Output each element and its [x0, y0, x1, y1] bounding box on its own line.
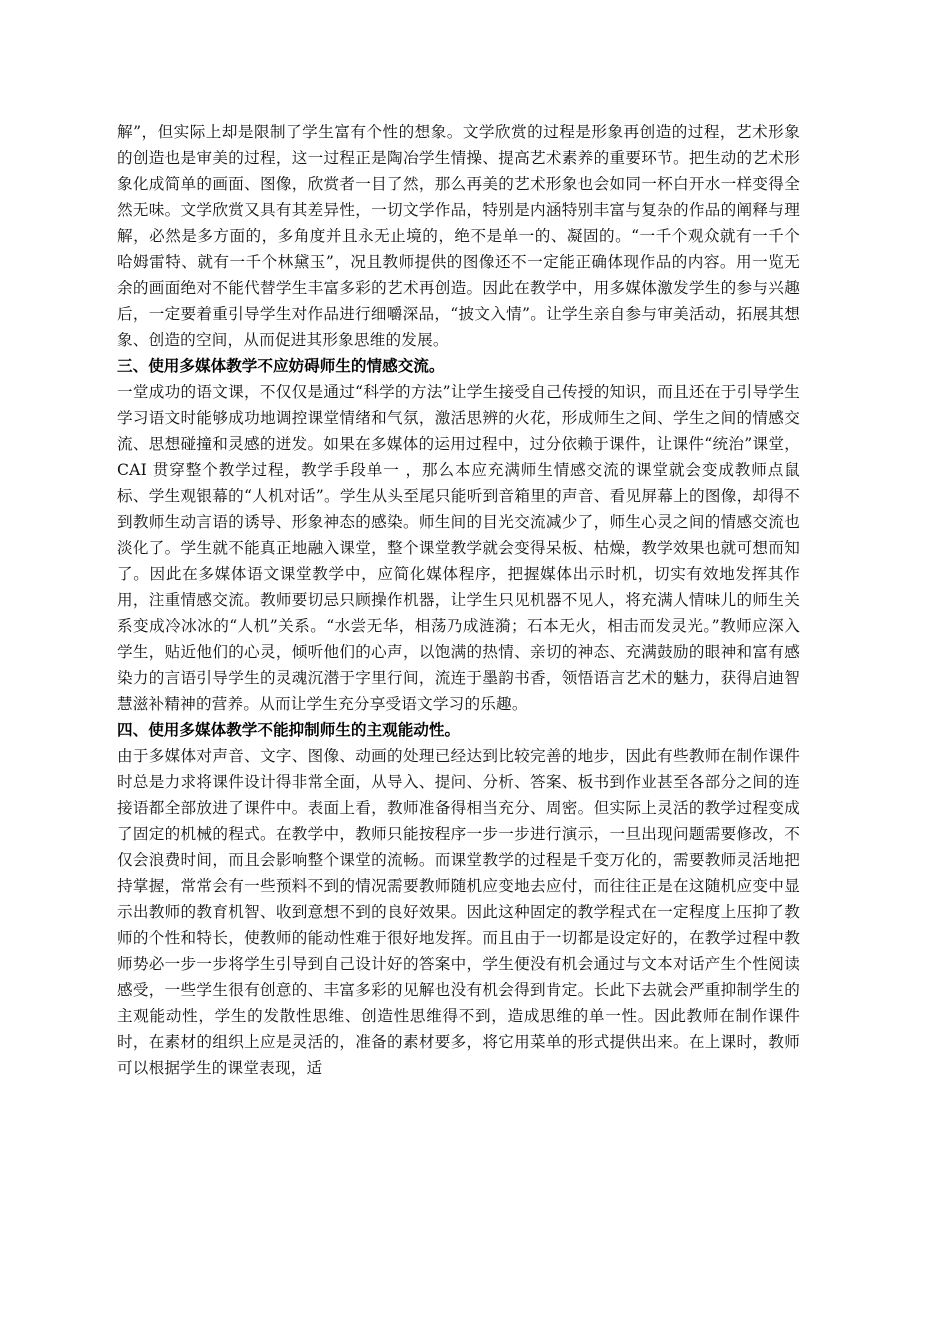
section-heading-4: 四、使用多媒体教学不能抑制师生的主观能动性。: [117, 721, 461, 739]
section-heading-3: 三、使用多媒体教学不应妨碍师生的情感交流。: [117, 357, 445, 375]
body-paragraph-3: 由于多媒体对声音、文字、图像、动画的处理已经达到比较完善的地步，因此有些教师在制作课件时总是力求将课件设计得非常全面，从导入、提问、分析、答案、板书到作业甚至各部分之间的连接语都全部放进了课件中。表面上看，教师准备得相当充分、周密。但实际上灵活的教学过程变成了固定的机械的程式。在教学中，教师只能按程序一步一步进行演示，一旦出现问题需要修改，不仅会浪费时间，而且会影响整个课堂的流畅。而课堂教学的过程是千变万化的，需要教师灵活地把持掌握，常常会有一些预料不到的情况需要教师随机应变地去应付，而往往正是在这随机应变中显示出教师的教育机智、收到意想不到的良好效果。因此这种固定的教学程式在一定程度上压抑了教师的个性和特长，使教师的能动性难于很好地发挥。而且由于一切都是设定好的，在教学过程中教师势必一步一步将学生引导到自己设计好的答案中，学生便没有机会通过与文本对话产生个性阅读感受，一些学生很有创意的、丰富多彩的见解也没有机会得到肯定。长此下去就会严重抑制学生的主观能动性，学生的发散性思维、创造性思维得不到，造成思维的单一性。因此教师在制作课件时，在素材的组织上应是灵活的，准备的素材要多，将它用菜单的形式提供出来。在上课时，教师可以根据学生的课堂表现，适: [117, 747, 800, 1077]
document-page: [117, 119, 800, 1081]
body-paragraph-2: 一堂成功的语文课，不仅仅是通过“科学的方法”让学生接受自己传授的知识，而且还在于引导学生学习语文时能够成功地调控课堂情绪和气氛，激活思辨的火花，形成师生之间、学生之间的情感交流、思想碰撞和灵感的迸发。如果在多媒体的运用过程中，过分依赖于课件，让课件“统治”课堂，CAI 贯穿整个教学过程，教学手段单一 ，那么本应充满师生情感交流的课堂就会变成教师点鼠标、学生观银幕的“人机对话”。学生从头至尾只能听到音箱里的声音、看见屏幕上的图像，却得不到教师生动言语的诱导、形象神态的感染。师生间的目光交流减少了，师生心灵之间的情感交流也淡化了。学生就不能真正地融入课堂，整个课堂教学就会变得呆板、枯燥，教学效果也就可想而知了。因此在多媒体语文课堂教学中，应简化媒体程序，把握媒体出示时机，切实有效地发挥其作用，注重情感交流。教师要切忌只顾操作机器，让学生只见机器不见人，将充满人情味儿的师生关系变成冷冰冰的“人机”关系。“水尝无华，相荡乃成涟漪；石本无火，相击而发灵光。”教师应深入学生，贴近他们的心灵，倾听他们的心声，以饱满的热情、亲切的神态、充满鼓励的眼神和富有感染力的言语引导学生的灵魂沉潜于字里行间，流连于墨韵书香，领悟语言艺术的魅力，获得启迪智慧滋补精神的营养。从而让学生充分享受语文学习的乐趣。: [117, 383, 800, 713]
body-paragraph-1: 解”，但实际上却是限制了学生富有个性的想象。文学欣赏的过程是形象再创造的过程，艺术形象的创造也是审美的过程，这一过程正是陶冶学生情操、提高艺术素养的重要环节。把生动的艺术形象化成简单的画面、图像，欣赏者一目了然，那么再美的艺术形象也会如同一杯白开水一样变得全然无味。文学欣赏又具有其差异性，一切文学作品，特别是内涵特别丰富与复杂的作品的阐释与理解，必然是多方面的，多角度并且永无止境的，绝不是单一的、凝固的。“一千个观众就有一千个哈姆雷特、就有一千个林黛玉”，况且教师提供的图像还不一定能正确体现作品的内容。用一览无余的画面绝对不能代替学生丰富多彩的艺术再创造。因此在教学中，用多媒体激发学生的参与兴趣后，一定要着重引导学生对作品进行细嚼深品，“披文入情”。让学生亲自参与审美活动，拓展其想象、创造的空间，从而促进其形象思维的发展。: [117, 123, 800, 349]
